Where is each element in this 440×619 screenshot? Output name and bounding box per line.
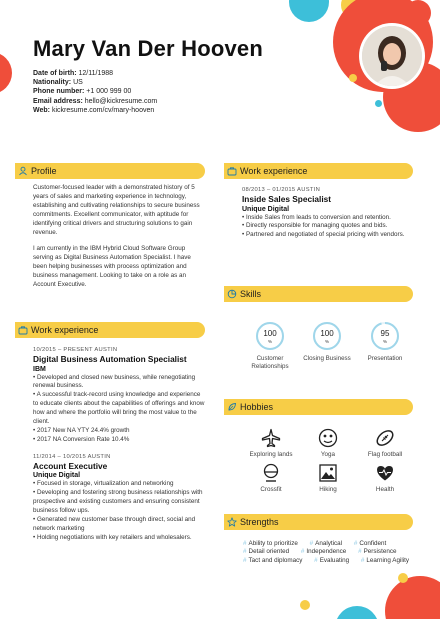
hobby-label: Hiking [319,486,337,493]
decor-circle [335,606,379,619]
info-row-email: Email address: hello@kickresume.com [33,97,158,105]
job-bullet: • 2017 NA Conversion Rate 10.4% [33,435,130,443]
decor-circle [0,52,12,94]
mountain-picture-icon [318,463,338,483]
profile-paragraph: I am currently in the IBM Hybrid Cloud Software Group serving as Digital Business Automation Specialist. I have been helping businesses with process optimization and business management. Looking to take on a role as an Account Executive. [33,245,191,289]
job-title: Inside Sales Specialist [242,193,332,204]
decor-circle [300,600,310,610]
skill-unit: % [267,339,272,344]
section-header-profile [15,163,205,179]
job-company: Unique Digital [242,205,290,213]
profile-paragraph: Customer-focused leader with a demonstrated history of 5 years of sales and marketing experience in technology, establishing and cultivating relationships to secure business commitments. Excellent communicator, with aptitude for identifying critical drivers and structuring solutions to gain revenue. [33,184,200,236]
hobby-label: Yoga [320,451,336,458]
strength-tag: # Learning Agility [360,556,410,564]
profile-text [33,184,205,290]
section-title: Work experience [240,166,308,176]
section-header-strengths [224,514,413,530]
strength-tag: # Confident [353,540,387,547]
section-header-hobbies [224,399,413,415]
skill-gauge [255,321,285,351]
yoga-icon [318,428,338,448]
section-title: Skills [240,289,262,299]
hobby-item [350,463,420,493]
job-title: Digital Business Automation Specialist [33,353,187,364]
star-icon [227,517,237,527]
job-entry [33,453,205,543]
hobby-label: Health [375,486,395,493]
skill-value: 100 [263,329,277,338]
skill-gauge [312,321,342,351]
section-header-work-experience [15,322,205,338]
skill-unit: % [324,339,329,344]
briefcase-icon [18,325,28,335]
strength-tag: # Independence [300,548,347,556]
skill-item [297,321,357,363]
skill-item [240,321,300,370]
strength-tag: # Evaluating [314,556,350,564]
strength-tag: # Detail oriented [243,548,290,556]
skill-item [355,321,415,363]
hobby-label: Exploring lands [249,451,293,458]
section-title: Strengths [240,517,279,527]
job-meta: 08/2013 – 01/2015 AUSTIN [242,187,321,193]
decor-circle [385,576,440,619]
work-experience-list [33,346,205,543]
chart-pie-icon [227,289,237,299]
person-icon [18,166,28,176]
hobby-label: Crossfit [260,486,282,493]
job-bullet: • Focused in storage, virtualization and networking [33,480,174,488]
skill-label: Presentation [367,355,403,362]
job-entry [242,186,414,240]
personal-info [33,69,157,115]
skill-label: Customer Relationships [251,355,289,370]
section-title: Profile [31,166,57,176]
section-title: Hobbies [240,402,274,412]
decor-circle [398,573,408,583]
strength-tag: # Persistence [358,548,397,556]
heart-pulse-icon [375,463,395,483]
candidate-name: Mary Van Der Hooven [33,36,263,61]
strengths-list [243,540,433,565]
section-header-skills [224,286,413,302]
strength-tag: # Ability to prioritize [243,540,298,547]
decor-circle [375,100,382,107]
section-header-work-experience-2 [224,163,413,179]
job-company: IBM [33,365,46,373]
job-bullet: • Holding negotiations with key retailers and wholesalers. [33,533,192,541]
avatar [359,23,425,89]
strength-tag: # Tact and diplomacy [243,556,303,564]
job-title: Account Executive [33,460,108,471]
profile-photo [362,26,422,86]
job-meta: 11/2014 – 10/2015 AUSTIN [33,453,111,460]
job-meta: 10/2015 – PRESENT AUSTIN [33,347,118,353]
job-bullet: • Inside Sales from leads to conversion and retention. [242,213,391,221]
football-icon [375,428,395,448]
info-row-phone: Phone number: +1 000 999 00 [33,88,132,96]
job-bullet: • Developed and closed new business, while renegotiating renewal business. [33,373,196,390]
briefcase-icon [227,166,237,176]
skill-value: 95 [380,329,390,338]
skill-unit: % [382,339,387,344]
leaf-icon [227,402,237,412]
info-row-nationality: Nationality: US [33,79,83,87]
crossfit-icon [261,463,281,483]
decor-circle [349,74,357,82]
job-bullet: • Directly responsible for managing quotes and bids. [242,222,388,230]
info-row-birth: Date of birth: 12/11/1988 [33,70,114,77]
job-bullet: • Developing and fostering strong business relationships with prospective and existing customers and ensuring consistent business follow ups. [33,489,203,514]
skill-label: Closing Business [303,355,351,362]
job-bullet: • Partnered and negotiated of special pricing with vendors. [242,231,405,239]
airplane-icon [261,428,281,448]
skill-value: 100 [320,329,334,338]
job-bullet: • Generated new customer base through direct, social and network marketing [33,515,196,532]
job-bullet: • A successful track-record using knowledge and experience to educate clients about the capabilities of offerings and know how and where the portfolio will bring the most value to the client. [33,391,205,426]
skill-gauge [370,321,400,351]
job-company: Unique Digital [33,472,81,480]
section-title: Work experience [31,325,99,335]
hobby-label: Flag football [367,451,403,458]
hobby-item [350,428,420,458]
decor-circle [289,0,329,22]
job-entry [33,346,205,445]
strength-tag: # Analytical [309,540,343,547]
info-row-web: Web: kickresume.com/cv/mary-hooven [33,106,155,114]
job-bullet: • 2017 New NA YTY 24.4% growth [33,426,130,434]
